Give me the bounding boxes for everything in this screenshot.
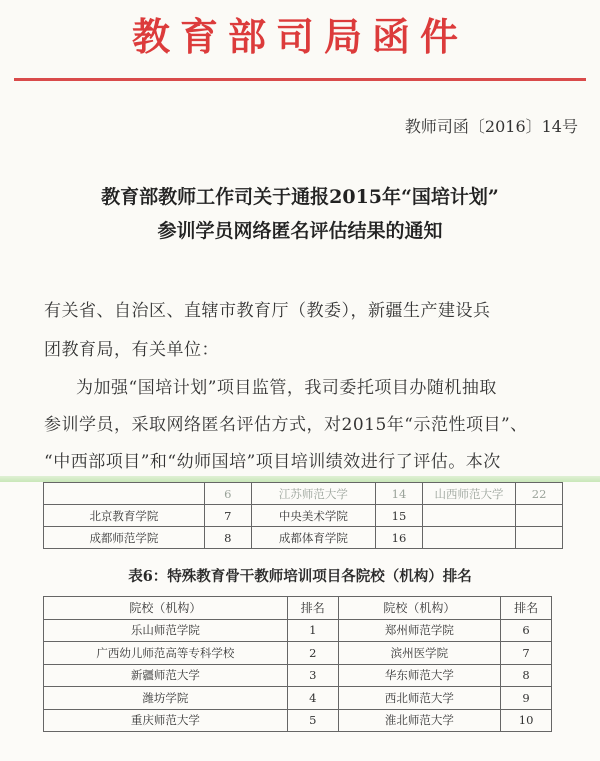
body-line: “中西部项目”和“幼师国培”项目培训绩效进行了评估。本次: [44, 452, 501, 472]
notice-title-line-1: 教育部教师工作司关于通报2015年“国培计划”: [101, 186, 499, 208]
column-header: 排名: [287, 597, 338, 620]
table-cell: 广西幼儿师范高等专科学校: [44, 642, 288, 665]
table-cell: [44, 483, 205, 505]
table-cell: 成都体育学院: [251, 527, 376, 549]
table-cell: 成都师范学院: [44, 527, 205, 549]
table-cell: 6: [501, 619, 552, 642]
table-row: [44, 687, 552, 710]
special-education-ranking-table: [43, 596, 552, 732]
table-row: [44, 709, 552, 732]
ranking-table-fragment: [43, 482, 563, 549]
table-cell: [516, 505, 563, 527]
table-cell: [422, 505, 515, 527]
table-6-caption: 表6：特殊教育骨干教师培训项目各院校（机构）排名: [128, 568, 472, 585]
table-row: [44, 619, 552, 642]
table-cell: 7: [204, 505, 251, 527]
body-line: 参训学员，采取网络匿名评估方式，对2015年“示范性项目”、: [44, 415, 528, 435]
table-cell: 8: [204, 527, 251, 549]
column-header: 院校（机构）: [44, 597, 288, 620]
table-cell: 7: [501, 642, 552, 665]
table-cell: 山西师范大学: [422, 483, 515, 505]
table-cell: 中央美术学院: [251, 505, 376, 527]
table-cell: 淮北师范大学: [338, 709, 501, 732]
table-cell: 3: [287, 664, 338, 687]
table-cell: 22: [516, 483, 563, 505]
table-cell: 北京教育学院: [44, 505, 205, 527]
notice-title-line-2: 参训学员网络匿名评估结果的通知: [157, 220, 443, 242]
column-header: 排名: [501, 597, 552, 620]
table-row: [44, 664, 552, 687]
table-header-row: [44, 597, 552, 620]
table-cell: 5: [287, 709, 338, 732]
table-cell: 2: [287, 642, 338, 665]
document-number: 教师司函〔2016〕14号: [404, 117, 578, 136]
table-row: [44, 527, 563, 549]
column-header: 院校（机构）: [338, 597, 501, 620]
table-cell: 16: [376, 527, 423, 549]
body-line: 为加强“国培计划”项目监管，我司委托项目办随机抽取: [76, 378, 497, 398]
table-cell: [422, 527, 515, 549]
table-cell: 郑州师范学院: [338, 619, 501, 642]
table-cell: 滨州医学院: [338, 642, 501, 665]
letterhead-rule: [14, 78, 586, 81]
table-row: [44, 483, 563, 505]
table-cell: 15: [376, 505, 423, 527]
table-cell: 14: [376, 483, 423, 505]
table-cell: 10: [501, 709, 552, 732]
table-cell: 江苏师范大学: [251, 483, 376, 505]
table-row: [44, 642, 552, 665]
table-cell: 1: [287, 619, 338, 642]
letterhead-title: 教育部司局函件: [131, 14, 468, 59]
table-cell: 潍坊学院: [44, 687, 288, 710]
table-cell: 4: [287, 687, 338, 710]
table-cell: 9: [501, 687, 552, 710]
table-cell: 乐山师范学院: [44, 619, 288, 642]
table-cell: 华东师范大学: [338, 664, 501, 687]
table-cell: 重庆师范大学: [44, 709, 288, 732]
table-cell: [516, 527, 563, 549]
table-cell: 6: [204, 483, 251, 505]
body-line: 有关省、自治区、直辖市教育厅（教委），新疆生产建设兵: [44, 301, 491, 321]
table-cell: 新疆师范大学: [44, 664, 288, 687]
body-line: 团教育局，有关单位：: [44, 340, 219, 360]
table-cell: 8: [501, 664, 552, 687]
table-cell: 西北师范大学: [338, 687, 501, 710]
table-row: [44, 505, 563, 527]
